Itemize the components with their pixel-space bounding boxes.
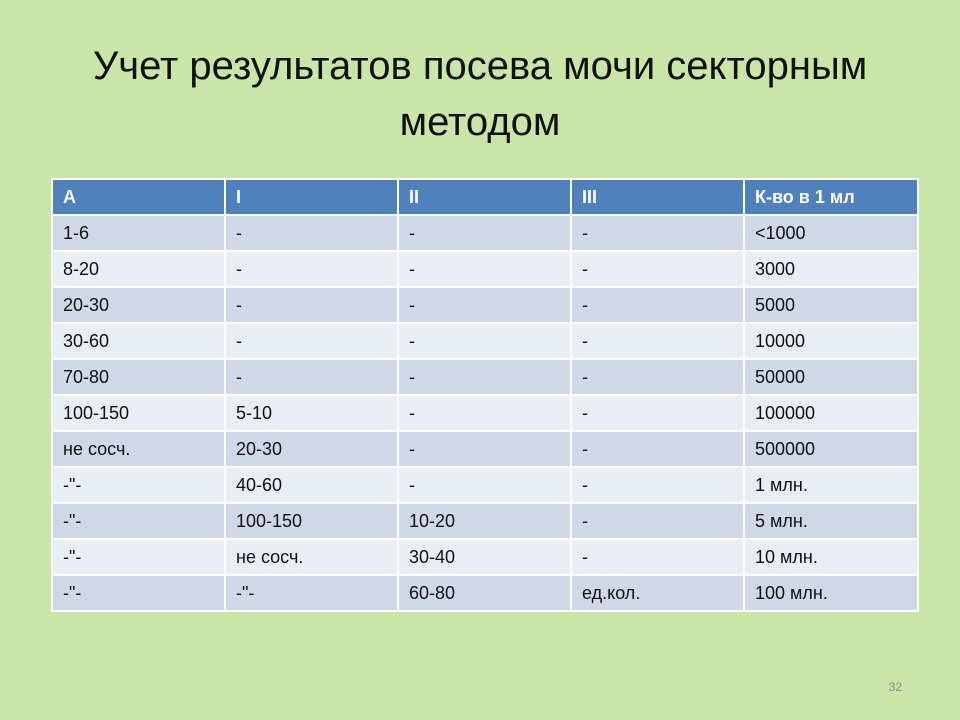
table-cell: - xyxy=(225,251,398,287)
table-cell: - xyxy=(225,287,398,323)
slide-title-line-1: Учет результатов посева мочи секторным xyxy=(92,44,868,88)
column-header-count-per-ml: К-во в 1 мл xyxy=(744,179,918,215)
table-cell: - xyxy=(398,395,571,431)
table-cell: 100000 xyxy=(744,395,918,431)
table-header-row xyxy=(52,179,918,215)
table-cell: -"- xyxy=(225,575,398,611)
table-row xyxy=(52,467,918,503)
slide-number: 32 xyxy=(888,680,902,694)
table-cell: 100-150 xyxy=(52,395,225,431)
table-cell: 100-150 xyxy=(225,503,398,539)
column-header-iii: III xyxy=(571,179,744,215)
table-cell: 8-20 xyxy=(52,251,225,287)
table-row xyxy=(52,575,918,611)
table-cell: 20-30 xyxy=(52,287,225,323)
table-cell: - xyxy=(398,431,571,467)
table-cell: 10-20 xyxy=(398,503,571,539)
results-table-container xyxy=(51,178,917,612)
table-cell: 50000 xyxy=(744,359,918,395)
table-cell: - xyxy=(225,359,398,395)
table-row xyxy=(52,323,918,359)
table-row xyxy=(52,395,918,431)
table-cell: - xyxy=(571,359,744,395)
table-cell: - xyxy=(571,431,744,467)
table-cell: - xyxy=(571,467,744,503)
table-cell: не сосч. xyxy=(225,539,398,575)
table-cell: - xyxy=(398,467,571,503)
table-row xyxy=(52,251,918,287)
results-table xyxy=(51,178,919,612)
table-cell: <1000 xyxy=(744,215,918,251)
table-cell: - xyxy=(571,503,744,539)
column-header-i: I xyxy=(225,179,398,215)
table-cell: - xyxy=(398,323,571,359)
table-row xyxy=(52,359,918,395)
table-body xyxy=(52,215,918,611)
table-cell: не сосч. xyxy=(52,431,225,467)
table-row xyxy=(52,503,918,539)
table-cell: - xyxy=(571,287,744,323)
table-cell: - xyxy=(571,395,744,431)
table-cell: - xyxy=(225,215,398,251)
table-cell: 20-30 xyxy=(225,431,398,467)
table-cell: ед.кол. xyxy=(571,575,744,611)
table-row xyxy=(52,215,918,251)
table-cell: 100 млн. xyxy=(744,575,918,611)
table-cell: 40-60 xyxy=(225,467,398,503)
table-cell: 5-10 xyxy=(225,395,398,431)
slide-title xyxy=(40,38,920,150)
table-cell: 30-60 xyxy=(52,323,225,359)
column-header-ii: II xyxy=(398,179,571,215)
table-cell: - xyxy=(398,359,571,395)
column-header-a: A xyxy=(52,179,225,215)
table-cell: - xyxy=(398,251,571,287)
table-cell: -"- xyxy=(52,575,225,611)
table-cell: -"- xyxy=(52,539,225,575)
table-cell: 70-80 xyxy=(52,359,225,395)
table-cell: -"- xyxy=(52,467,225,503)
table-cell: - xyxy=(571,539,744,575)
table-row xyxy=(52,431,918,467)
slide-title-line-2: методом xyxy=(399,100,561,144)
table-cell: 10000 xyxy=(744,323,918,359)
table-cell: 1 млн. xyxy=(744,467,918,503)
table-cell: 30-40 xyxy=(398,539,571,575)
table-cell: 5 млн. xyxy=(744,503,918,539)
table-cell: 10 млн. xyxy=(744,539,918,575)
table-cell: - xyxy=(571,323,744,359)
table-cell: 1-6 xyxy=(52,215,225,251)
table-cell: - xyxy=(398,287,571,323)
table-cell: - xyxy=(398,215,571,251)
table-cell: 5000 xyxy=(744,287,918,323)
table-cell: 500000 xyxy=(744,431,918,467)
table-cell: - xyxy=(571,215,744,251)
table-cell: 3000 xyxy=(744,251,918,287)
table-cell: - xyxy=(571,251,744,287)
table-cell: 60-80 xyxy=(398,575,571,611)
table-row xyxy=(52,287,918,323)
table-row xyxy=(52,539,918,575)
table-cell: - xyxy=(225,323,398,359)
table-cell: -"- xyxy=(52,503,225,539)
